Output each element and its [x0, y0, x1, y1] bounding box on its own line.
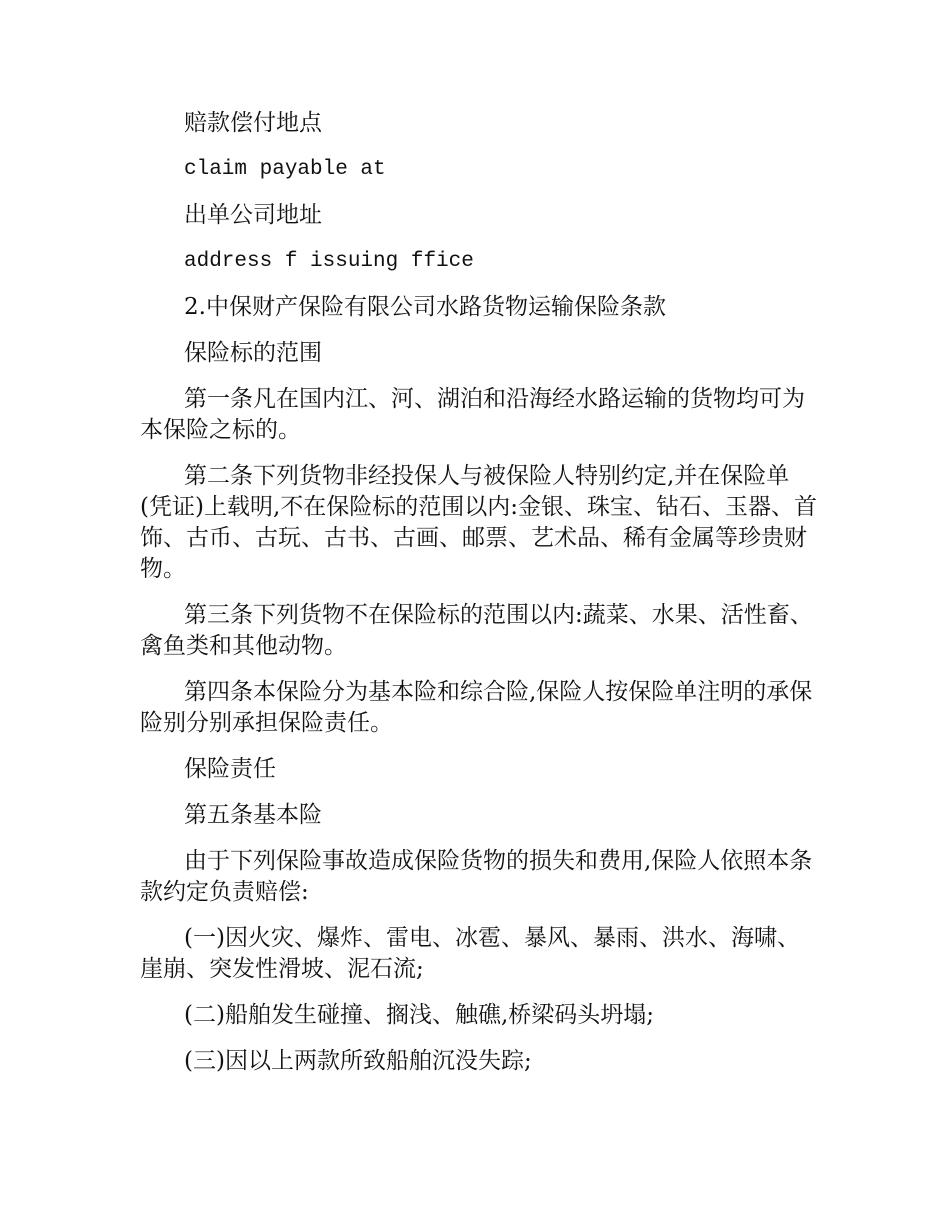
article-5-item-3: (三)因以上两款所致船舶沉没失踪;: [184, 1048, 532, 1074]
article-4: 第四条本保险分为基本险和综合险,保险人按保险单注明的承保险别分别承担保险责任。: [140, 679, 813, 736]
document-body: [140, 108, 820, 1092]
paragraph-claim-place-en: claim payable at: [184, 158, 386, 181]
heading-insured-subject-scope: 保险标的范围: [184, 340, 322, 366]
article-2: 第二条下列货物非经投保人与被保险人特别约定,并在保险单(凭证)上载明,不在保险标的范围以内:金银、珠宝、钻石、玉器、首饰、古币、古玩、古书、古画、邮票、艺术品、稀有金属等珍贵财物。: [140, 463, 818, 582]
article-5-title: 第五条基本险: [184, 802, 322, 828]
article-5-item-2: (二)船舶发生碰撞、搁浅、触礁,桥梁码头坍塌;: [184, 1002, 655, 1028]
article-5-item-1: (一)因火灾、爆炸、雷电、冰雹、暴风、暴雨、洪水、海啸、崖崩、突发性滑坡、泥石流;: [140, 925, 800, 982]
paragraph-claim-place-cn: 赔款偿付地点: [184, 110, 322, 136]
article-1: 第一条凡在国内江、河、湖泊和沿海经水路运输的货物均可为本保险之标的。: [140, 386, 805, 443]
article-3: 第三条下列货物不在保险标的范围以内:蔬菜、水果、活性畜、禽鱼类和其他动物。: [140, 602, 813, 659]
article-5-intro: 由于下列保险事故造成保险货物的损失和费用,保险人依照本条款约定负责赔偿:: [140, 848, 813, 905]
section-title-clauses: 2.中保财产保险有限公司水路货物运输保险条款: [184, 294, 666, 320]
heading-insurance-liability: 保险责任: [184, 756, 276, 782]
paragraph-issuing-address-cn: 出单公司地址: [184, 202, 322, 228]
paragraph-issuing-address-en: address f issuing ffice: [184, 250, 474, 273]
